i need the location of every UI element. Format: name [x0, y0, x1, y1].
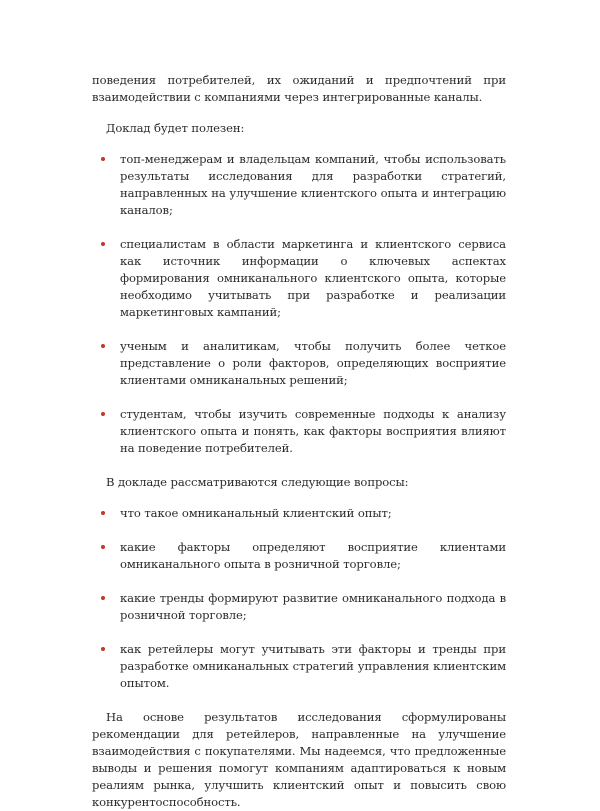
intro-continuation-paragraph: поведения потребителей, их ожиданий и предпочтений при взаимодействии с компаниями через интегрированные каналы.	[92, 73, 506, 104]
list-item	[92, 151, 506, 219]
list-item-text: топ-менеджерам и владельцам компаний, чтобы использовать результаты исследования для разработки стратегий, направленных на улучшение клиентского опыта и интеграцию каналов;	[120, 152, 506, 217]
useful-list	[92, 151, 506, 457]
list-item	[92, 590, 506, 624]
list-item	[92, 505, 506, 522]
list-item	[92, 338, 506, 389]
body-text	[92, 72, 506, 811]
bullet-icon	[101, 344, 105, 348]
list-item-text: специалистам в области маркетинга и клиентского сервиса как источник информации о ключевых аспектах формирования омниканального клиентского опыта, которые необходимо учитывать при разработке и реализации маркетинговых кампаний;	[120, 237, 506, 319]
list-item	[92, 406, 506, 457]
list-item	[92, 539, 506, 573]
list-item-text: студентам, чтобы изучить современные подходы к анализу клиентского опыта и понять, как факторы восприятия влияют на поведение потребителей.	[120, 407, 506, 455]
list-item-text: ученым и аналитикам, чтобы получить более четкое представление о роли факторов, определяющих восприятие клиентами омниканальных решений;	[120, 339, 506, 387]
list-item	[92, 641, 506, 692]
bullet-icon	[101, 545, 105, 549]
list-item-text: какие тренды формируют развитие омниканального подхода в розничной торговле;	[120, 591, 506, 622]
bullet-icon	[101, 647, 105, 651]
questions-list	[92, 505, 506, 692]
list-item	[92, 236, 506, 321]
questions-heading: В докладе рассматриваются следующие вопросы:	[106, 475, 409, 489]
list-item-text: что такое омниканальный клиентский опыт;	[120, 506, 392, 520]
bullet-icon	[101, 511, 105, 515]
bullet-icon	[101, 242, 105, 246]
list-item-text: какие факторы определяют восприятие клиентами омниканального опыта в розничной торговле;	[120, 540, 506, 571]
bullet-icon	[101, 596, 105, 600]
list-item-text: как ретейлеры могут учитывать эти факторы и тренды при разработке омниканальных стратегий управления клиентским опытом.	[120, 642, 506, 690]
conclusion-paragraph: На основе результатов исследования сформулированы рекомендации для ретейлеров, направленные на улучшение взаимодействия с покупателями. Мы надеемся, что предложенные выводы и решения помогут компаниям адаптироваться к новым реалиям рынка, улучшить клиентский опыт и повысить свою конкурентоспособность.	[92, 710, 506, 809]
bullet-icon	[101, 157, 105, 161]
bullet-icon	[101, 412, 105, 416]
useful-heading: Доклад будет полезен:	[106, 121, 245, 135]
